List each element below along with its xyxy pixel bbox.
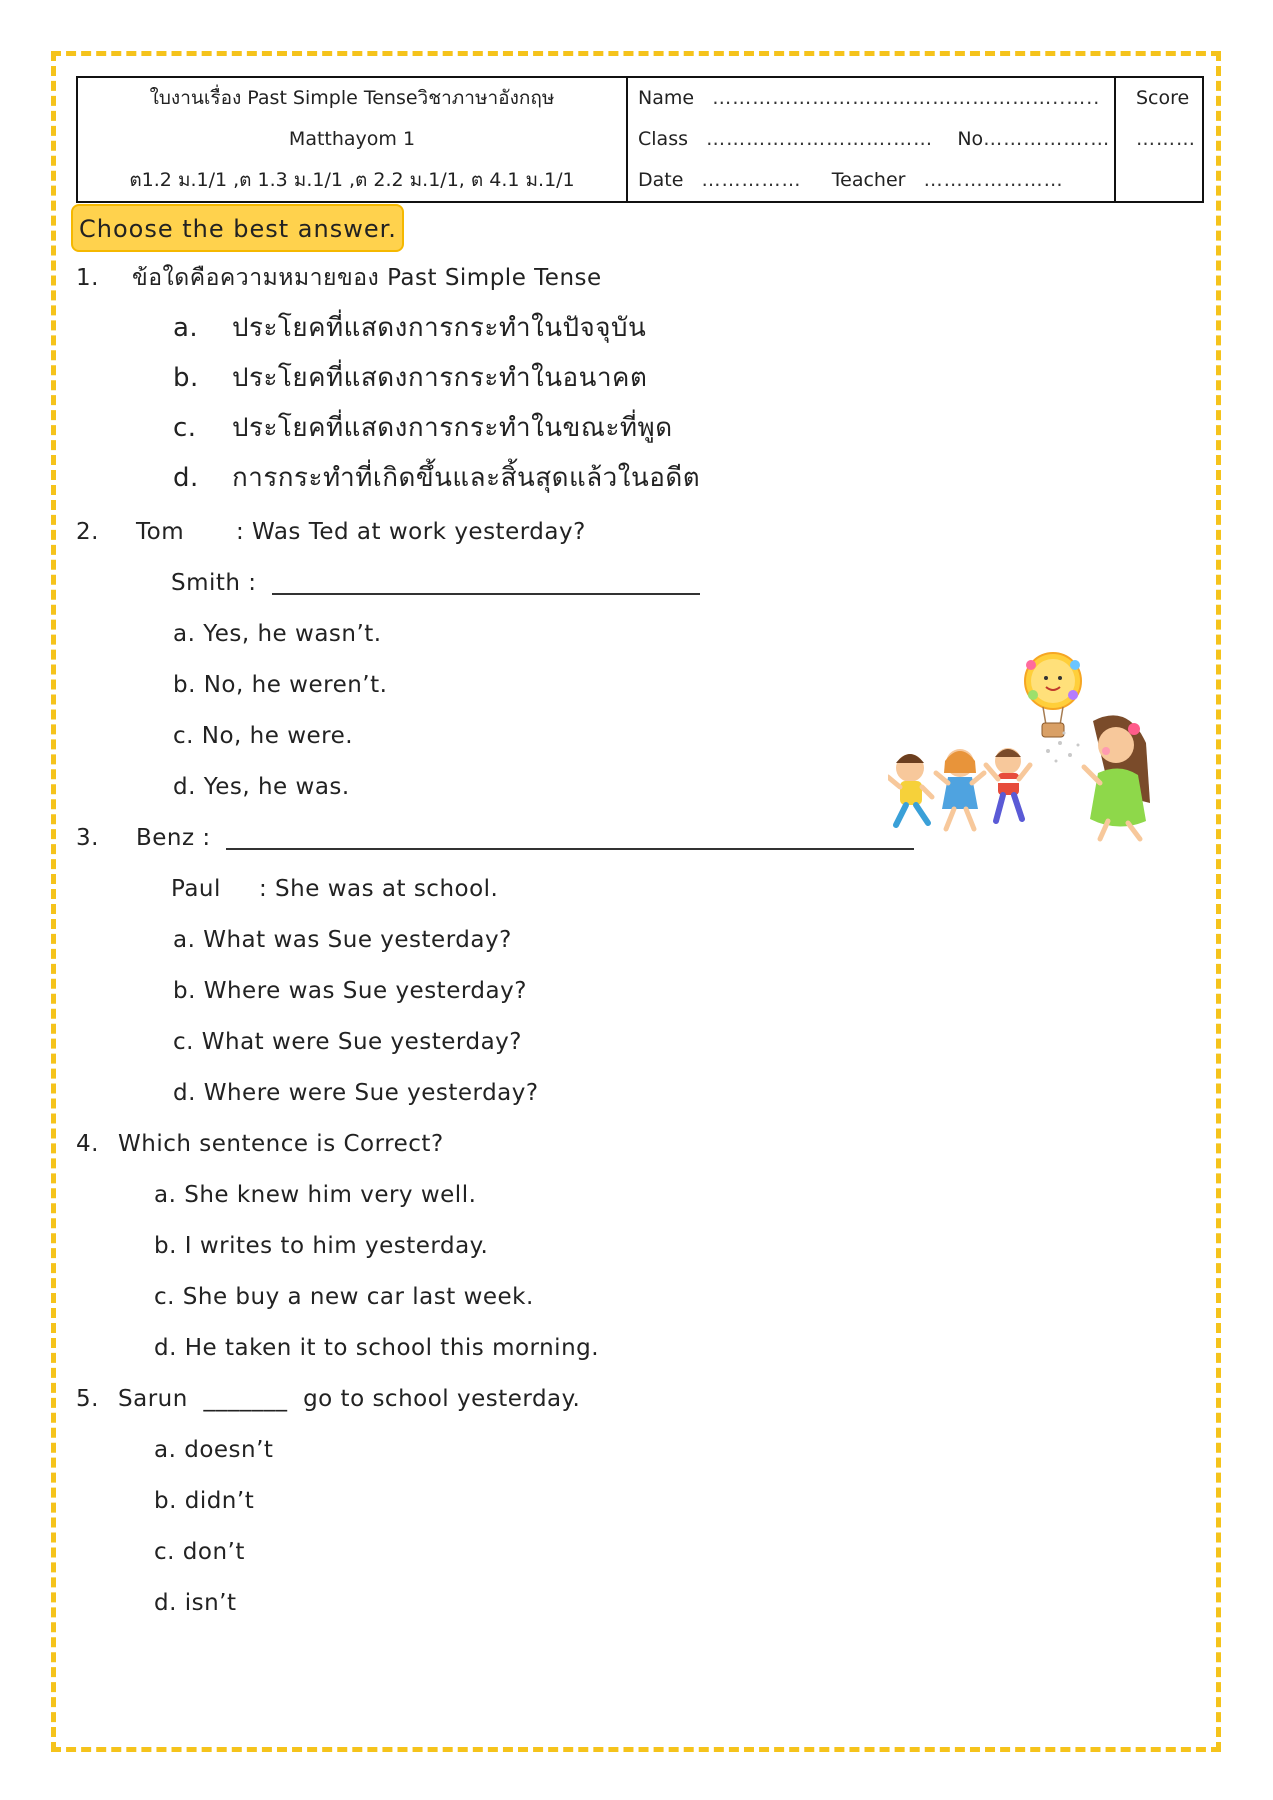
q1-option-d[interactable] xyxy=(173,462,700,494)
speaker-name: Benz : xyxy=(136,825,211,851)
question-text-end: go to school yesterday. xyxy=(303,1386,581,1412)
question-number: 5. xyxy=(76,1386,99,1412)
answer-blank[interactable] xyxy=(272,573,700,595)
date-row xyxy=(628,160,1114,201)
question-number: 1. xyxy=(76,265,99,291)
girl-running-icon xyxy=(936,749,984,829)
option-text: ประโยคที่แสดงการกระทำในขณะที่พูด xyxy=(232,413,673,443)
q4-option-a[interactable]: a. She knew him very well. xyxy=(154,1182,477,1208)
question-3 xyxy=(76,822,914,854)
question-text: ข้อใดคือความหมายของ Past Simple Tense xyxy=(132,265,602,291)
answer-blank[interactable] xyxy=(226,828,914,850)
speaker-name: Tom xyxy=(136,519,185,545)
grade-level: Matthayom 1 xyxy=(288,128,416,150)
name-row xyxy=(628,78,1114,119)
q1-option-a[interactable] xyxy=(173,312,646,344)
question-1 xyxy=(76,262,602,294)
option-text: ประโยคที่แสดงการกระทำในปัจจุบัน xyxy=(232,313,647,343)
worksheet-title: ใบงานเรื่อง Past Simple Tenseวิชาภาษาอังกฤษ xyxy=(149,87,555,109)
q5-option-c[interactable]: c. don’t xyxy=(154,1539,245,1565)
q4-option-c[interactable]: c. She buy a new car last week. xyxy=(154,1284,534,1310)
question-number: 4. xyxy=(76,1131,99,1157)
student-info-cell xyxy=(627,77,1115,202)
speaker-name: Paul xyxy=(171,876,221,902)
option-letter: d. xyxy=(173,463,199,493)
option-text: การกระทำที่เกิดขึ้นและสิ้นสุดแล้วในอดีต xyxy=(232,463,701,493)
q2-option-c[interactable]: c. No, he were. xyxy=(173,723,354,749)
score-field[interactable]: ……… xyxy=(1136,128,1196,150)
question-5 xyxy=(76,1383,580,1415)
q3-option-a[interactable]: a. What was Sue yesterday? xyxy=(173,927,512,953)
q3-response-line xyxy=(171,873,498,905)
question-number: 2. xyxy=(76,519,99,545)
q1-option-c[interactable] xyxy=(173,412,673,444)
q3-option-d[interactable]: d. Where were Sue yesterday? xyxy=(173,1080,539,1106)
standards-codes: ต1.2 ม.1/1 ,ต 1.3 ม.1/1 ,ต 2.2 ม.1/1, ต 4.1 ม.1/1 xyxy=(129,169,575,191)
boy-jumping-icon xyxy=(986,748,1030,821)
question-4 xyxy=(76,1128,444,1160)
name-field[interactable]: ……………………………………………..….. xyxy=(712,87,1101,109)
q4-option-d[interactable]: d. He taken it to school this morning. xyxy=(154,1335,600,1361)
dialogue-line: : Was Ted at work yesterday? xyxy=(236,519,586,545)
name-label: Name xyxy=(638,87,695,109)
date-field[interactable]: …………… xyxy=(701,169,802,191)
worksheet-title-cell xyxy=(77,77,627,202)
class-field[interactable]: ……………………….…… xyxy=(706,128,934,150)
q5-option-b[interactable]: b. didn’t xyxy=(154,1488,255,1514)
q1-option-b[interactable] xyxy=(173,362,647,394)
teacher-label: Teacher xyxy=(831,169,906,191)
option-letter: a. xyxy=(173,313,199,343)
question-text-start: Sarun xyxy=(118,1386,188,1412)
teacher-field[interactable]: ………………… xyxy=(923,169,1064,191)
girl-blowing-dandelion-icon xyxy=(1084,715,1150,839)
q4-option-b[interactable]: b. I writes to him yesterday. xyxy=(154,1233,489,1259)
speaker-name: Smith : xyxy=(171,570,257,596)
option-text: ประโยคที่แสดงการกระทำในอนาคต xyxy=(232,363,648,393)
instruction-banner: Choose the best answer. xyxy=(71,204,404,252)
q3-option-c[interactable]: c. What were Sue yesterday? xyxy=(173,1029,522,1055)
q2-option-a[interactable]: a. Yes, he wasn’t. xyxy=(173,621,382,647)
score-label: Score xyxy=(1136,87,1190,109)
q3-option-b[interactable]: b. Where was Sue yesterday? xyxy=(173,978,527,1004)
score-cell xyxy=(1115,77,1203,202)
class-label: Class xyxy=(638,128,688,150)
option-letter: c. xyxy=(173,413,197,443)
class-row xyxy=(628,119,1114,160)
no-label: No xyxy=(957,128,984,150)
question-text: Which sentence is Correct? xyxy=(118,1131,444,1157)
q2-response-line xyxy=(171,567,700,599)
question-number: 3. xyxy=(76,825,99,851)
option-letter: b. xyxy=(173,363,199,393)
kids-illustration xyxy=(888,633,1158,848)
q2-option-b[interactable]: b. No, he weren’t. xyxy=(173,672,388,698)
no-field[interactable]: …………….… xyxy=(983,128,1111,150)
date-label: Date xyxy=(638,169,684,191)
worksheet-header-table xyxy=(76,76,1204,203)
sun-balloon-icon xyxy=(1025,653,1081,737)
boy-running-icon xyxy=(888,754,932,825)
answer-blank[interactable]: _______ xyxy=(203,1386,288,1412)
dialogue-line: : She was at school. xyxy=(259,876,499,902)
q5-option-d[interactable]: d. isn’t xyxy=(154,1590,237,1616)
question-2 xyxy=(76,516,586,548)
q2-option-d[interactable]: d. Yes, he was. xyxy=(173,774,350,800)
q5-option-a[interactable]: a. doesn’t xyxy=(154,1437,274,1463)
